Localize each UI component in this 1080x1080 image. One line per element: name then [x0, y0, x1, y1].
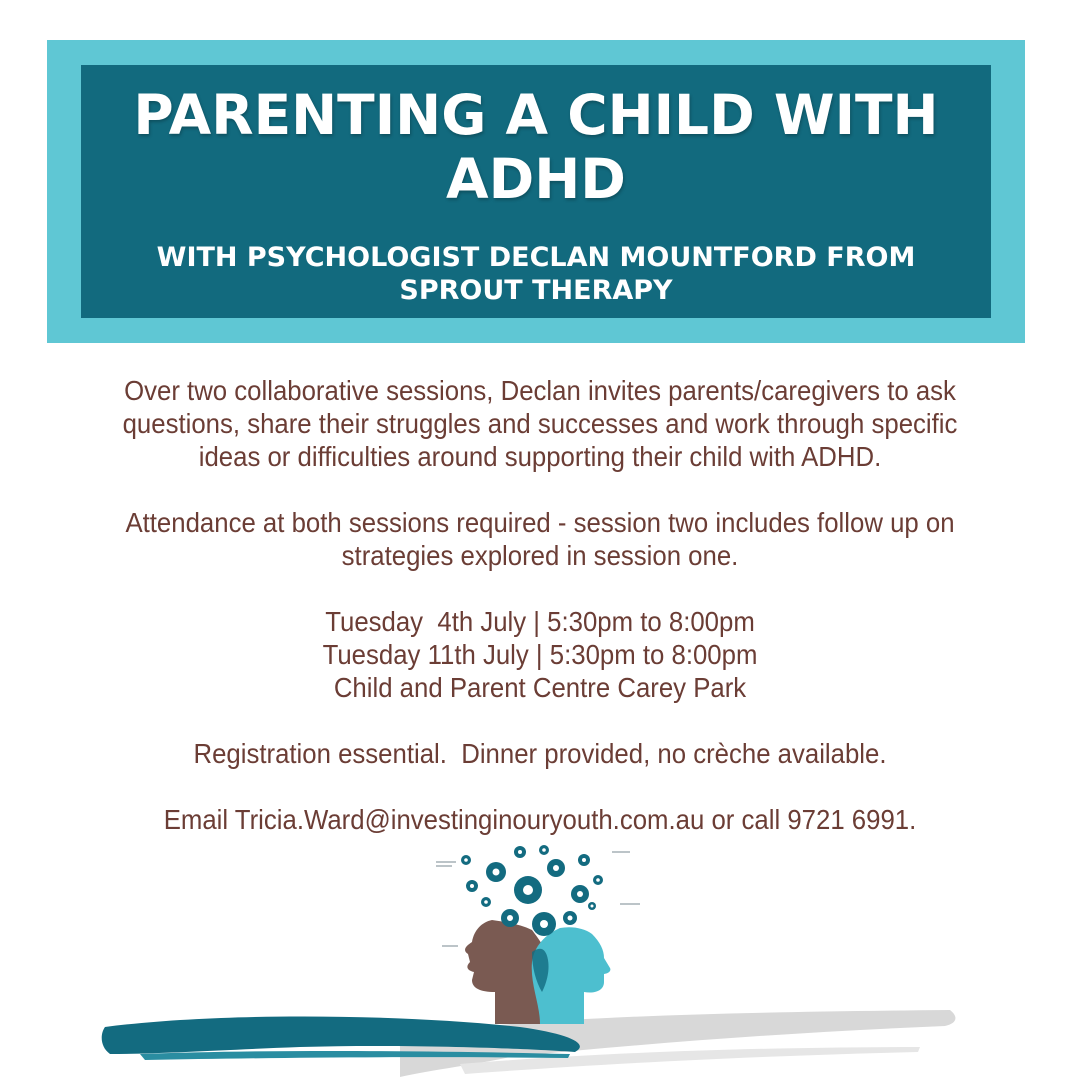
description-line-3: ideas or difficulties around supporting their child with ADHD.	[198, 441, 882, 472]
description-line-1: Over two collaborative sessions, Declan invites parents/caregivers to ask	[124, 375, 956, 406]
contact-text: Email Tricia.Ward@investinginouryouth.com.au or call 9721 6991.	[163, 804, 917, 835]
session-2-time: Tuesday 11th July | 5:30pm to 8:00pm	[322, 639, 758, 670]
subtitle-line-2: SPROUT THERAPY	[399, 275, 673, 306]
event-details	[80, 374, 1000, 869]
page-subtitle	[81, 241, 991, 307]
gears-cluster-icon	[461, 845, 603, 936]
attendance-paragraph	[80, 506, 1000, 572]
location-text: Child and Parent Centre Carey Park	[333, 672, 747, 703]
page-title	[81, 83, 991, 211]
title-line-1: PARENTING A CHILD WITH	[133, 83, 939, 147]
attendance-line-2: strategies explored in session one.	[341, 540, 739, 571]
two-heads-with-gears-icon	[100, 842, 980, 1080]
subtitle-line-1: WITH PSYCHOLOGIST DECLAN MOUNTFORD FROM	[156, 242, 916, 273]
description-paragraph	[80, 374, 1000, 473]
header-panel	[81, 65, 991, 318]
session-1-time: Tuesday 4th July | 5:30pm to 8:00pm	[325, 606, 755, 637]
header-banner	[47, 40, 1025, 343]
title-line-2: ADHD	[446, 147, 626, 211]
description-line-2: questions, share their struggles and successes and work through specific	[122, 408, 958, 439]
registration-paragraph	[80, 737, 1000, 770]
attendance-line-1: Attendance at both sessions required - session two includes follow up on	[125, 507, 955, 538]
registration-text: Registration essential. Dinner provided, no crèche available.	[193, 738, 887, 769]
contact-paragraph	[80, 803, 1000, 836]
schedule-paragraph	[80, 605, 1000, 704]
